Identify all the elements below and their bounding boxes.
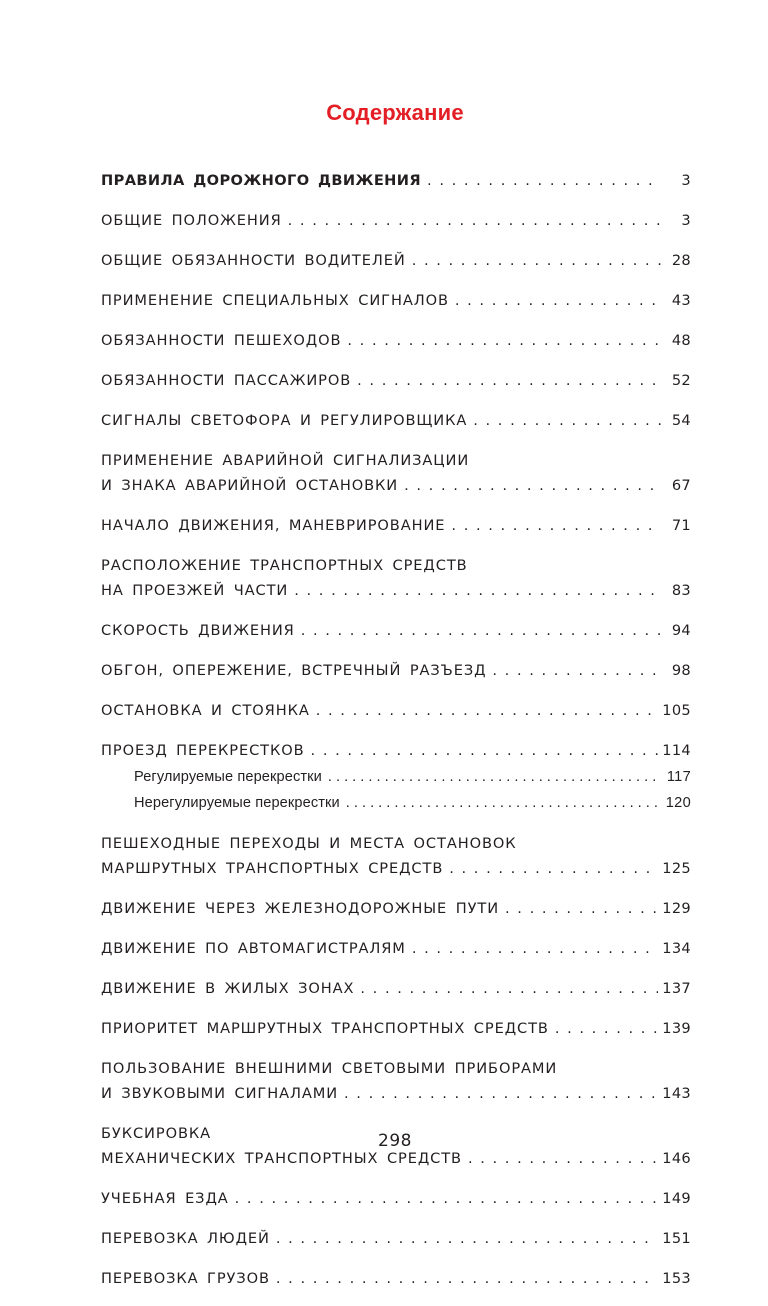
dot-leader: [347, 328, 661, 353]
toc-entry[interactable]: [101, 368, 691, 393]
toc-entry[interactable]: [101, 1056, 691, 1106]
dot-leader: [294, 578, 661, 603]
toc-entry-title: ДВИЖЕНИЕ ПО АВТОМАГИСТРАЛЯМ: [101, 940, 406, 957]
dot-leader: [449, 856, 658, 881]
toc-page-number: 83: [671, 582, 691, 599]
toc-page-number: 153: [662, 1270, 691, 1287]
toc-page-number: 67: [671, 477, 691, 494]
toc-page-number: 3: [681, 212, 691, 229]
toc-page-number: 129: [662, 900, 691, 917]
dot-leader: [276, 1266, 658, 1291]
toc-page-number: 98: [671, 662, 691, 679]
toc-entry[interactable]: [101, 168, 691, 193]
toc-page-number: 28: [671, 252, 691, 269]
toc-entry-title: ПРОЕЗД ПЕРЕКРЕСТКОВ: [101, 742, 305, 759]
dot-leader: [235, 1186, 659, 1211]
toc-entry[interactable]: [101, 738, 691, 763]
toc-entry[interactable]: [101, 553, 691, 603]
toc-entry-title: ОБЩИЕ ПОЛОЖЕНИЯ: [101, 212, 282, 229]
dot-leader: [412, 248, 661, 273]
toc-entry[interactable]: [101, 936, 691, 961]
dot-leader: [328, 765, 661, 790]
toc-entry-title: ОБЩИЕ ОБЯЗАННОСТИ ВОДИТЕЛЕЙ: [101, 252, 406, 269]
toc-entry-title: ОБГОН, ОПЕРЕЖЕНИЕ, ВСТРЕЧНЫЙ РАЗЪЕЗД: [101, 662, 487, 679]
toc-page-number: 151: [662, 1230, 691, 1247]
toc-page-number: 114: [662, 742, 691, 759]
toc-entry-title: МАРШРУТНЫХ ТРАНСПОРТНЫХ СРЕДСТВ: [101, 860, 444, 877]
page-title: Содержание: [326, 100, 464, 125]
toc-entry-title: ПЕШЕХОДНЫЕ ПЕРЕХОДЫ И МЕСТА ОСТАНОВОК: [101, 835, 517, 852]
dot-leader: [360, 976, 658, 1001]
dot-leader: [412, 936, 658, 961]
toc-entry-title: И ЗВУКОВЫМИ СИГНАЛАМИ: [101, 1085, 339, 1102]
toc-entry-title: ПРИОРИТЕТ МАРШРУТНЫХ ТРАНСПОРТНЫХ СРЕДСТВ: [101, 1020, 549, 1037]
toc-entry-title: НАЧАЛО ДВИЖЕНИЯ, МАНЕВРИРОВАНИЕ: [101, 517, 446, 534]
toc-entry-title: ПРИМЕНЕНИЕ АВАРИЙНОЙ СИГНАЛИЗАЦИИ: [101, 452, 470, 469]
toc-entry[interactable]: [101, 1016, 691, 1041]
dot-leader: [451, 513, 661, 538]
toc-entry[interactable]: [101, 698, 691, 723]
toc-page-number: 105: [662, 702, 691, 719]
toc-entry-title: ОСТАНОВКА И СТОЯНКА: [101, 702, 310, 719]
toc-page-number: 71: [671, 517, 691, 534]
dot-leader: [288, 208, 661, 233]
toc-entry[interactable]: [101, 248, 691, 273]
toc-entry-title: ДВИЖЕНИЕ В ЖИЛЫХ ЗОНАХ: [101, 980, 355, 997]
toc-page-number: 120: [665, 795, 691, 811]
toc-subentry[interactable]: [101, 765, 691, 790]
toc-page-number: 52: [671, 372, 691, 389]
dot-leader: [344, 1081, 658, 1106]
page-number: 298: [378, 1131, 412, 1151]
dot-leader: [404, 473, 661, 498]
toc-page-number: 48: [671, 332, 691, 349]
toc-entry[interactable]: [101, 618, 691, 643]
dot-leader: [316, 698, 658, 723]
toc-entry-title: ОБЯЗАННОСТИ ПАССАЖИРОВ: [101, 372, 352, 389]
toc-page-number: 125: [662, 860, 691, 877]
toc-entry[interactable]: [101, 408, 691, 433]
toc-entry-title: НА ПРОЕЗЖЕЙ ЧАСТИ: [101, 582, 289, 599]
toc-entry-title: ПОЛЬЗОВАНИЕ ВНЕШНИМИ СВЕТОВЫМИ ПРИБОРАМИ: [101, 1060, 558, 1077]
dot-leader: [505, 896, 658, 921]
toc-entry-title: УЧЕБНАЯ ЕЗДА: [101, 1190, 229, 1207]
toc-subentry[interactable]: [101, 791, 691, 816]
toc-entry[interactable]: [101, 328, 691, 353]
dot-leader: [473, 408, 661, 433]
toc-entry[interactable]: [101, 976, 691, 1001]
toc-entry-title: И ЗНАКА АВАРИЙНОЙ ОСТАНОВКИ: [101, 477, 399, 494]
toc-entry-title: СКОРОСТЬ ДВИЖЕНИЯ: [101, 622, 295, 639]
toc-entry[interactable]: [101, 831, 691, 881]
toc-entry-title: ПЕРЕВОЗКА ГРУЗОВ: [101, 1270, 270, 1287]
dot-leader: [492, 658, 661, 683]
toc-entry-title: МЕХАНИЧЕСКИХ ТРАНСПОРТНЫХ СРЕДСТВ: [101, 1150, 462, 1167]
toc-page-number: 146: [662, 1150, 691, 1167]
toc-page-number: 134: [662, 940, 691, 957]
toc-entry[interactable]: [101, 658, 691, 683]
toc-entry[interactable]: [101, 448, 691, 498]
dot-leader: [301, 618, 661, 643]
toc-page-number: 43: [671, 292, 691, 309]
toc-entry-title: ПРАВИЛА ДОРОЖНОГО ДВИЖЕНИЯ: [101, 172, 422, 189]
toc-entry-title: ДВИЖЕНИЕ ЧЕРЕЗ ЖЕЛЕЗНОДОРОЖНЫЕ ПУТИ: [101, 900, 500, 917]
dot-leader: [276, 1226, 658, 1251]
dot-leader: [346, 791, 661, 816]
toc-page-number: 94: [671, 622, 691, 639]
toc-entry[interactable]: [101, 1186, 691, 1211]
toc-entry[interactable]: [101, 208, 691, 233]
toc-entry[interactable]: [101, 1266, 691, 1291]
toc-entry-title: СИГНАЛЫ СВЕТОФОРА И РЕГУЛИРОВЩИКА: [101, 412, 468, 429]
toc-entry[interactable]: [101, 288, 691, 313]
toc-entry-title: Нерегулируемые перекрестки: [134, 795, 340, 811]
toc-page-number: 139: [662, 1020, 691, 1037]
dot-leader: [555, 1016, 658, 1041]
toc-entry-title: Регулируемые перекрестки: [134, 769, 322, 785]
toc-entry-title: РАСПОЛОЖЕНИЕ ТРАНСПОРТНЫХ СРЕДСТВ: [101, 557, 468, 574]
toc-page-number: 143: [662, 1085, 691, 1102]
toc-entry[interactable]: [101, 513, 691, 538]
toc-page-number: 117: [666, 769, 691, 785]
toc-entry-title: ПРИМЕНЕНИЕ СПЕЦИАЛЬНЫХ СИГНАЛОВ: [101, 292, 449, 309]
toc-entry-title: ОБЯЗАННОСТИ ПЕШЕХОДОВ: [101, 332, 342, 349]
dot-leader: [357, 368, 661, 393]
toc-page-number: 137: [662, 980, 691, 997]
toc-entry-title: БУКСИРОВКА: [101, 1125, 212, 1142]
toc-entry[interactable]: [101, 896, 691, 921]
toc-page-number: 54: [671, 412, 691, 429]
toc-page-number: 3: [681, 172, 691, 189]
toc-entry-title: ПЕРЕВОЗКА ЛЮДЕЙ: [101, 1230, 270, 1247]
toc-page-number: 149: [662, 1190, 691, 1207]
dot-leader: [427, 168, 661, 193]
toc-entry[interactable]: [101, 1226, 691, 1251]
dot-leader: [455, 288, 661, 313]
dot-leader: [311, 738, 659, 763]
